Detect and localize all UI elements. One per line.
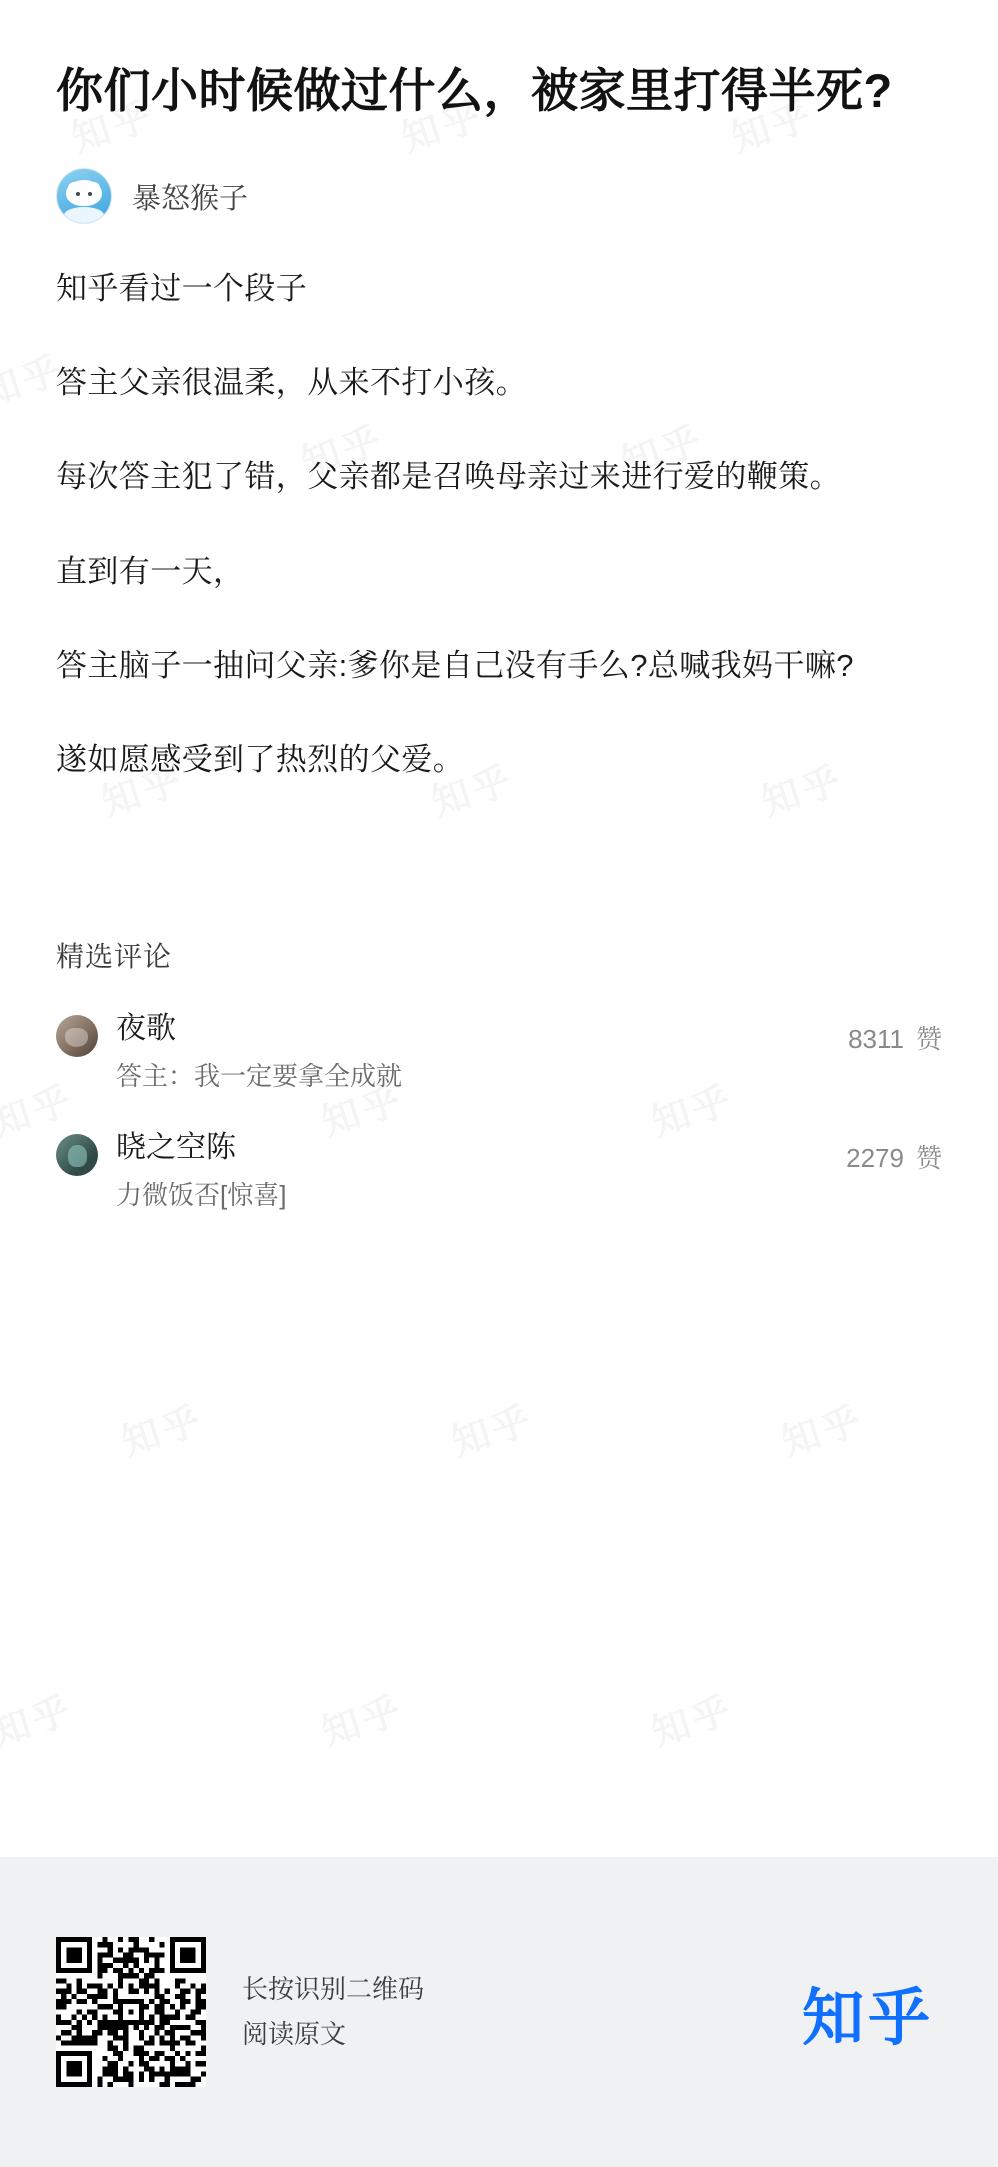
paragraph: 答主脑子一抽问父亲:爹你是自己没有手么?总喊我妈干嘛? xyxy=(56,647,854,683)
paragraph: 每次答主犯了错，父亲都是召唤母亲过来进行爱的鞭策。 xyxy=(56,459,841,495)
brand-logo: 知乎 xyxy=(801,1983,934,2053)
comment-vote-count[interactable] xyxy=(846,1130,942,1175)
watermark-text xyxy=(114,1388,211,1466)
author-name: 暴怒猴子 xyxy=(132,182,249,215)
paragraph: 遂如愿感受到了热烈的父爱。 xyxy=(56,742,465,778)
vote-number: 2279 xyxy=(846,1143,904,1174)
watermark-text xyxy=(0,1678,80,1756)
qr-hint-line1: 长按识别二维码 xyxy=(242,1973,425,2004)
bear-avatar-icon xyxy=(56,168,112,224)
qr-code-icon[interactable] xyxy=(56,1937,206,2087)
watermark-text xyxy=(444,1388,541,1466)
article-body xyxy=(56,264,942,785)
paragraph: 直到有一天， xyxy=(56,553,245,589)
comment-item[interactable] xyxy=(56,1011,942,1094)
page-title: 你们小时候做过什么，被家里打得半死? xyxy=(56,64,893,117)
paragraph: 知乎看过一个段子 xyxy=(56,271,308,307)
comment-author-name: 晓之空陈 xyxy=(116,1131,236,1165)
comment-text: 力微饭否[惊喜] xyxy=(116,1180,287,1211)
comment-text: 答主：我一定要拿全成就 xyxy=(116,1061,403,1092)
user-avatar-icon xyxy=(56,1015,98,1057)
paragraph: 答主父亲很温柔，从来不打小孩。 xyxy=(56,365,527,401)
watermark-text xyxy=(644,1678,741,1756)
vote-label: 赞 xyxy=(915,1143,942,1174)
watermark-text xyxy=(314,1678,411,1756)
qr-hint xyxy=(242,1967,424,2058)
comment-author-name: 夜歌 xyxy=(116,1012,176,1046)
comment-vote-count[interactable] xyxy=(848,1011,942,1056)
watermark-text xyxy=(774,1388,871,1466)
footer-bar xyxy=(0,1857,998,2167)
vote-label: 赞 xyxy=(915,1024,942,1055)
author-row[interactable] xyxy=(56,168,942,224)
comments-section-title: 精选评论 xyxy=(56,941,173,973)
qr-hint-line2: 阅读原文 xyxy=(242,2019,347,2049)
comment-item[interactable] xyxy=(56,1130,942,1213)
user-avatar-icon xyxy=(56,1134,98,1176)
vote-number: 8311 xyxy=(848,1024,904,1055)
